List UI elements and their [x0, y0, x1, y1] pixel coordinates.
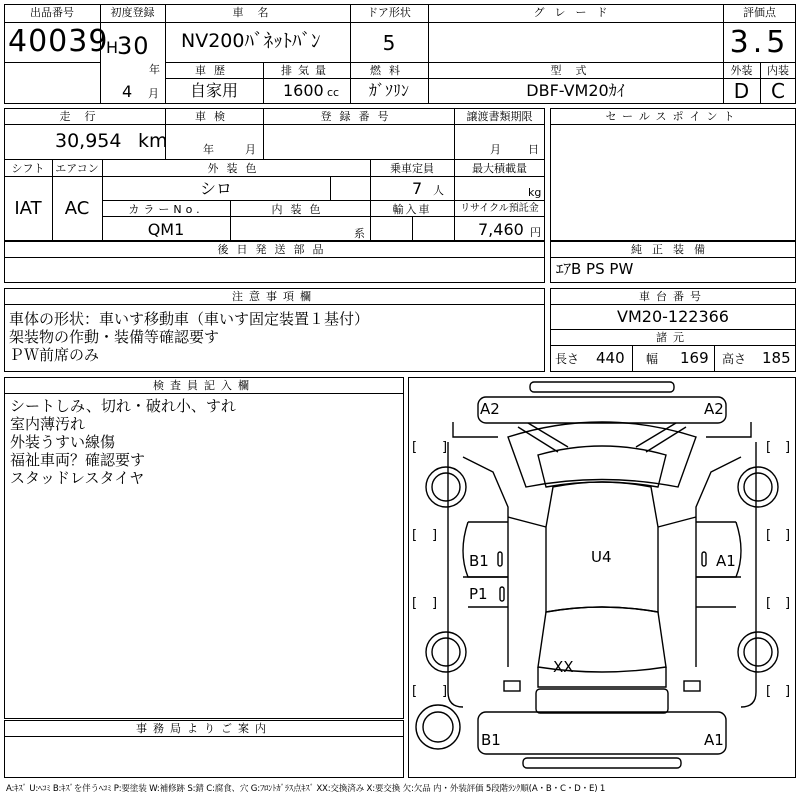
inspector-label: 検査員記入欄	[153, 379, 255, 392]
length-label: 長さ	[555, 352, 580, 366]
bracket-mark: ]	[432, 596, 438, 611]
mark-left-rocker: P1	[469, 585, 488, 603]
transfer-label: 譲渡書類期限	[466, 110, 533, 123]
bracket-mark: [	[766, 596, 772, 611]
height-label: 高さ	[722, 352, 747, 366]
bracket-mark: [	[766, 440, 772, 455]
month-unit: 月	[148, 87, 159, 100]
transfer-day-unit: 日	[528, 143, 539, 156]
sales-point-block	[550, 108, 796, 241]
capacity-unit: 人	[433, 184, 444, 197]
height: 185	[762, 349, 791, 367]
history-label: 車歴	[195, 64, 233, 77]
year-unit: 年	[149, 63, 160, 76]
mileage-label: 走行	[59, 110, 110, 123]
mark-right-door: A1	[716, 552, 736, 570]
length: 440	[596, 349, 625, 367]
mileage-unit: km	[138, 130, 168, 152]
era: H	[106, 38, 119, 57]
caution-line: 車体の形状：車いす移動車（車いす固定装置１基付）	[9, 310, 370, 328]
displacement: 1600	[283, 81, 324, 100]
inspector-line: 室内薄汚れ	[10, 415, 86, 433]
model-code: DBF-VM20ｶｲ	[526, 81, 625, 100]
fuel: ｶﾞｿﾘﾝ	[368, 81, 409, 100]
bracket-mark: ]	[785, 596, 791, 611]
mark-rear-glass: XX	[553, 658, 574, 676]
car-diagram-svg	[408, 377, 796, 778]
bracket-mark: [	[412, 684, 418, 699]
bracket-mark: ]	[442, 440, 448, 455]
inspection-year-unit: 年	[203, 143, 214, 156]
inspector-line: シートしみ、切れ・破れ小、すれ	[10, 397, 236, 415]
mark-front-right: A2	[704, 400, 724, 418]
int-color-label: 内装色	[271, 203, 329, 216]
ext-color-label: 外装色	[207, 162, 265, 175]
shift: IAT	[14, 198, 42, 219]
bracket-mark: [	[412, 528, 418, 543]
width-label: 幅	[646, 352, 659, 366]
caution-notes	[9, 310, 369, 364]
inspector-line: スタッドレスタイヤ	[10, 469, 145, 487]
color-no: QM1	[147, 220, 185, 239]
color-no-label: カラーNo.	[128, 203, 204, 216]
office-label: 事務局よりご案内	[136, 722, 272, 735]
reg-month: 4	[122, 82, 133, 101]
width: 169	[680, 349, 709, 367]
shift-label: シフト	[11, 162, 45, 175]
chassis-label: 車台番号	[639, 290, 707, 303]
history: 自家用	[189, 81, 238, 100]
bracket-mark: ]	[432, 528, 438, 543]
capacity: 7	[412, 179, 423, 198]
first-reg-label: 初度登録	[110, 6, 155, 19]
import-label: 輸入車	[392, 203, 432, 216]
score-label: 評価点	[743, 6, 776, 19]
inspection-label: 車検	[195, 110, 233, 123]
bracket-mark: ]	[785, 684, 791, 699]
inspector-notes	[10, 397, 236, 487]
car-name-label: 車名	[232, 6, 283, 19]
max-load-label: 最大積載量	[472, 162, 527, 175]
ac: AC	[64, 198, 90, 219]
model-label: 型式	[550, 64, 601, 77]
overall-score: 3.5	[729, 25, 790, 60]
bracket-mark: ]	[785, 440, 791, 455]
bracket-mark: [	[412, 440, 418, 455]
caution-label: 注意事項欄	[232, 290, 317, 303]
bracket-mark: [	[766, 528, 772, 543]
displacement-label: 排気量	[281, 64, 332, 77]
caution-line: ＰＷ前席のみ	[9, 346, 100, 364]
displacement-unit: cc	[327, 86, 340, 99]
bracket-mark: [	[412, 596, 418, 611]
door-label: ドア形状	[367, 6, 411, 19]
max-load-unit: kg	[528, 186, 542, 199]
recycle-label: リサイクル預託金	[460, 203, 539, 214]
inspection-month-unit: 月	[245, 143, 256, 156]
ac-label: エアコン	[55, 162, 99, 175]
int-color-unit: 系	[354, 227, 365, 240]
sales-point-label: セールスポイント	[605, 110, 741, 123]
caution-line: 架装物の作動・装備等確認要す	[9, 328, 220, 346]
bracket-mark: ]	[785, 528, 791, 543]
reg-year: 30	[117, 32, 150, 60]
mark-front-left: A2	[480, 400, 500, 418]
bracket-mark: ]	[442, 684, 448, 699]
mark-rear-right: A1	[704, 731, 724, 749]
recycle-unit: 円	[530, 226, 541, 239]
genuine-equipment-label: 純正装備	[631, 243, 715, 256]
genuine-equipment: ｴｱB PS PW	[556, 260, 634, 278]
fuel-label: 燃料	[370, 64, 408, 77]
mark-rear-left: B1	[481, 731, 501, 749]
ext-color: シロ	[199, 179, 232, 198]
inspector-line: 外装うすい線傷	[10, 433, 116, 451]
reg-no-label: 登録番号	[320, 110, 397, 123]
chassis-number: VM20-122366	[617, 307, 729, 326]
door-count: 5	[382, 31, 396, 55]
interior-grade: C	[771, 79, 785, 103]
later-parts-label: 後日発送部品	[217, 243, 332, 256]
exterior-grade: D	[733, 79, 750, 103]
bracket-mark: [	[766, 684, 772, 699]
legend: A:ｷｽﾞ U:ﾍｺﾐ B:ｷｽﾞを伴うﾍｺﾐ P:要塗装 W:補修跡 S:錆 C:腐食、穴 G:ﾌﾛﾝﾄｶﾞﾗｽ点ｷｽﾞ XX:交換済み X:要交換 欠:欠品 内・外装評価 5段階ﾗﾝｸ順(A・B・C・D・E) 1	[6, 784, 606, 794]
mark-left-door: B1	[469, 552, 489, 570]
mileage: 30,954	[55, 130, 122, 152]
dims-label: 諸元	[656, 331, 690, 344]
capacity-label: 乗車定員	[390, 162, 434, 175]
recycle: 7,460	[478, 220, 524, 239]
inspector-line: 福祉車両？確認要す	[10, 451, 146, 469]
lot-number: 40039	[8, 24, 109, 59]
transfer-month-unit: 月	[490, 143, 501, 156]
interior-label: 内装	[767, 64, 789, 77]
car-name: NV200ﾊﾞﾈｯﾄﾊﾞﾝ	[181, 30, 321, 52]
exterior-label: 外装	[730, 64, 753, 77]
lot-no-label: 出品番号	[30, 6, 74, 19]
grade-label: グレード	[533, 6, 618, 19]
mark-roof: U4	[591, 548, 612, 566]
